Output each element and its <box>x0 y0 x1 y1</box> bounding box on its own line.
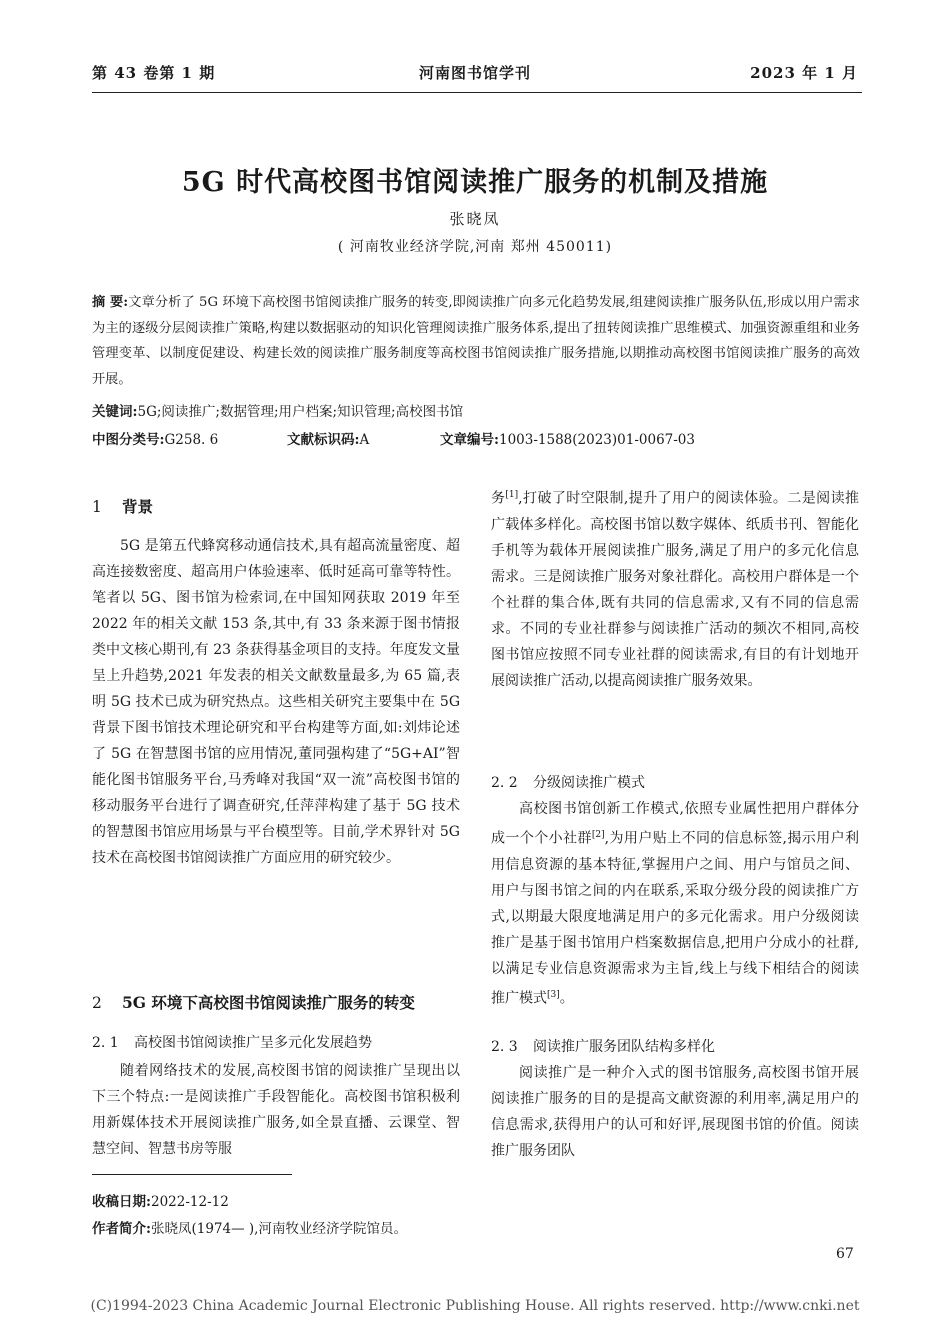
section-2-2-heading <box>491 770 859 796</box>
citation-2: [2] <box>591 830 605 840</box>
author-affiliation: ( 河南牧业经济学院,河南 郑州 450011) <box>337 239 613 255</box>
keywords <box>92 400 860 420</box>
abstract <box>92 290 860 392</box>
received-date <box>92 1190 229 1210</box>
section-2-1-number: 2. 1 <box>92 1035 119 1051</box>
journal-date: 2023 年 1 月 <box>750 64 858 82</box>
section-2-2-text-b: ,为用户贴上不同的信息标签,揭示用户利用信息资源的基本特征,掌握用户之间、用户与馆员之间、用户与图书馆之间的内在联系,采取分级分段的阅读推广方式,以期最大限度地满足用户的多元化需求。用户分级阅读推广是基于图书馆用户档案数据信息,把用户分成小的社群,以满足专业信息资源需求为主旨,线上与线下相结合的阅读推广模式 <box>491 830 860 1007</box>
footnote-rule <box>92 1174 292 1175</box>
author-name: 张晓凤 <box>449 210 501 228</box>
abstract-label: 摘 要: <box>92 295 129 310</box>
section-2-number: 2 <box>92 994 102 1012</box>
section-2-title: 5G 环境下高校图书馆阅读推广服务的转变 <box>122 993 415 1012</box>
section-1-body <box>92 533 460 871</box>
section-2-2-body <box>491 796 859 1011</box>
keywords-label: 关键词: <box>92 404 138 420</box>
article-value: 1003-1588(2023)01-0067-03 <box>498 432 695 448</box>
section-2-3-body <box>491 1060 859 1164</box>
section-2-2-text-a: 高校图书馆创新工作模式,依照专业属性把用户群体分成一个个小社群 <box>491 801 859 847</box>
journal-name: 河南图书馆学刊 <box>418 64 531 82</box>
clc-value: G258. 6 <box>164 432 219 448</box>
section-2-heading <box>92 990 460 1016</box>
author-bio <box>92 1217 407 1237</box>
page-number: 67 <box>836 1246 854 1262</box>
header-rule <box>92 92 862 93</box>
article-label: 文章编号: <box>440 432 499 448</box>
section-2-3-heading <box>491 1034 859 1060</box>
citation-1: [1] <box>505 490 519 500</box>
author-bio-value: 张晓凤(1974— ),河南牧业经济学院馆员。 <box>150 1221 407 1237</box>
section-1-heading <box>92 494 460 520</box>
received-label: 收稿日期: <box>92 1194 151 1210</box>
section-2-3-paragraph: 阅读推广是一种介入式的图书馆服务,高校图书馆开展阅读推广服务的目的是提高文献资源的利用率,满足用户的信息需求,获得用户的认可和好评,展现图书馆的价值。阅读推广服务团队 <box>491 1065 859 1159</box>
keywords-text: 5G;阅读推广;数据管理;用户档案;知识管理;高校图书馆 <box>137 404 464 420</box>
received-value: 2022-12-12 <box>150 1194 229 1210</box>
section-2-1-heading <box>92 1030 460 1056</box>
section-1-number: 1 <box>92 498 102 516</box>
abstract-text: 文章分析了 5G 环境下高校图书馆阅读推广服务的转变,即阅读推广向多元化趋势发展,组建阅读推广服务队伍,形成以用户需求为主的逐级分层阅读推广策略,构建以数据驱动的知识化管理阅读推广服务体系,提出了扭转阅读推广思维模式、加强资源重组和业务管理变革、以制度促建设、构建长效的阅读推广服务制度等高校图书馆阅读推广服务措施,以期推动高校图书馆阅读推广服务的高效开展。 <box>92 295 860 387</box>
doc-label: 文献标识码: <box>287 432 360 448</box>
section-2-1-paragraph-cont: ,打破了时空限制,提升了用户的阅读体验。二是阅读推广载体多样化。高校图书馆以数字媒体、纸质书刊、智能化手机等为载体开展阅读推广服务,满足了用户的多元化信息需求。三是阅读推广服务对象社群化。高校用户群体是一个个社群的集合体,既有共同的信息需求,又有不同的信息需求。不同的专业社群参与阅读推广活动的频次不相同,高校图书馆应按照不同专业社群的阅读需求,有目的有计划地开展阅读推广活动,以提高阅读推广服务效果。 <box>491 490 860 689</box>
journal-volume-issue: 第 43 卷第 1 期 <box>92 64 216 82</box>
citation-3: [3] <box>547 989 560 1000</box>
section-2-1-title: 高校图书馆阅读推广呈多元化发展趋势 <box>134 1035 372 1051</box>
continued-word: 务 <box>491 490 506 507</box>
section-2-1-paragraph: 随着网络技术的发展,高校图书馆的阅读推广呈现出以下三个特点:一是阅读推广手段智能化。高校图书馆积极利用新媒体技术开展阅读推广服务,如全景直播、云课堂、智慧空间、智慧书房等服 <box>92 1063 460 1157</box>
section-2-3-number: 2. 3 <box>491 1039 518 1055</box>
copyright-notice: (C)1994-2023 China Academic Journal Electronic Publishing House. All rights reserved. http://www.cnki.net <box>90 1298 860 1314</box>
clc-number <box>92 428 218 448</box>
section-1-paragraph: 5G 是第五代蜂窝移动通信技术,具有超高流量密度、超高连接数密度、超高用户体验速率、低时延高可靠等特性。笔者以 5G、图书馆为检索词,在中国知网获取 2019 年至 2022 年的相关文献 153 条,其中,有 33 条来源于图书情报类中文核心期刊,有 23 条获得基金项目的支持。年度发文量呈上升趋势,2021 年发表的相关文献数量最多,为 65 篇,表明 5G 技术已成为研究热点。这些相关研究主要集中在 5G 背景下图书馆技术理论研究和平台构建等方面,如:刘炜论述了 5G 在智慧图书馆的应用情况,董同强构建了“5G+AI”智能化图书馆服务平台,马秀峰对我国“双一流”高校图书馆的移动服务平台进行了调查研究,任萍萍构建了基于 5G 技术的智慧图书馆应用场景与平台模型等。目前,学术界针对 5G 技术在高校图书馆阅读推广方面应用的研究较少。 <box>92 538 460 866</box>
author-bio-label: 作者简介: <box>92 1221 151 1237</box>
article-title: 5G 时代高校图书馆阅读推广服务的机制及措施 <box>181 167 769 198</box>
article-number <box>440 428 695 448</box>
section-2-1-continued <box>491 482 859 694</box>
section-2-2-text-c: 。 <box>559 990 574 1007</box>
section-2-2-number: 2. 2 <box>491 775 518 791</box>
section-1-title: 背景 <box>122 497 154 516</box>
doc-value: A <box>359 432 370 448</box>
section-2-1-body <box>92 1058 460 1162</box>
document-code <box>287 428 369 448</box>
section-2-3-title: 阅读推广服务团队结构多样化 <box>533 1039 715 1055</box>
section-2-2-title: 分级阅读推广模式 <box>533 775 645 791</box>
clc-label: 中图分类号: <box>92 432 165 448</box>
